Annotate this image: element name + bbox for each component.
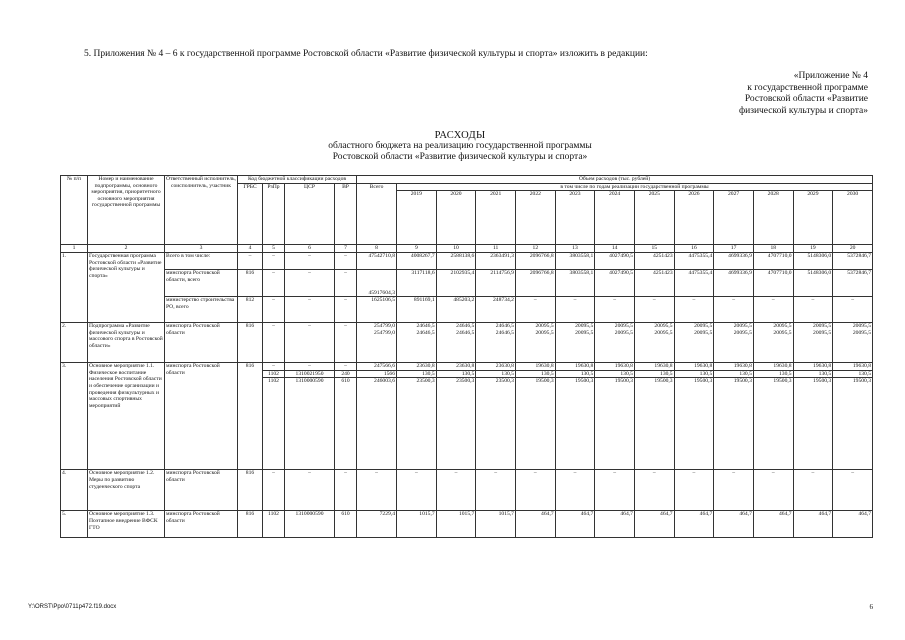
- csr-cell: –: [285, 253, 335, 270]
- value-cell: 3117118,6: [397, 270, 437, 297]
- row-executor: Всего в том числе:: [165, 253, 238, 270]
- column-index: 5: [263, 245, 285, 253]
- column-index: 4: [238, 245, 263, 253]
- csr-cell: –: [285, 297, 335, 323]
- column-index: 2: [88, 245, 165, 253]
- title-line: областного бюджета на реализацию государственной программы: [328, 141, 592, 151]
- appendix-line: «Приложение № 4: [793, 71, 868, 81]
- value-cell: 130,5: [714, 370, 754, 378]
- header-year: 2028: [753, 191, 793, 245]
- table-row: [61, 253, 873, 270]
- value-line: 20095,5: [654, 323, 673, 330]
- value-line: 20095,5: [733, 323, 752, 330]
- value-cell: –: [753, 297, 793, 323]
- value-cell: 2114756,9: [476, 270, 516, 297]
- csr-cell: –: [285, 270, 335, 297]
- value-cell: 5372846,7: [833, 253, 873, 270]
- table-row: [61, 297, 873, 323]
- value-cell: 464,7: [634, 511, 674, 538]
- value-line: 20095,5: [654, 329, 673, 336]
- value-line: 20095,5: [773, 329, 792, 336]
- column-index: 15: [634, 245, 674, 253]
- value-cell: 4251423: [634, 253, 674, 270]
- value-cell: 130,5: [436, 370, 476, 378]
- value-cell: 248734,2: [476, 297, 516, 323]
- appendix-line: Ростовской области «Развитие: [744, 94, 868, 104]
- total-cell: 7229,4: [357, 511, 397, 538]
- header-year: 2026: [674, 191, 714, 245]
- value-cell: 19630,8: [595, 363, 635, 371]
- value-cell: –: [793, 470, 833, 511]
- vr-cell: 240: [335, 370, 357, 378]
- value-cell: –: [674, 470, 714, 511]
- value-line: 20095,5: [694, 329, 713, 336]
- column-index: 20: [833, 245, 873, 253]
- grbs-cell: –: [238, 253, 263, 270]
- value-cell: 130,5: [634, 370, 674, 378]
- total-cell: 1625106,5: [357, 297, 397, 323]
- value-line: 24646,5: [495, 323, 514, 330]
- value-line: 20095,5: [575, 323, 594, 330]
- row-number: 2.: [61, 323, 88, 363]
- value-cell: 5148306,0: [793, 270, 833, 297]
- title-main: РАСХОДЫ: [434, 130, 486, 141]
- grbs-cell: 816: [238, 323, 263, 363]
- value-cell: 2096766,8: [515, 270, 555, 297]
- value-cell: 19500,3: [674, 378, 714, 470]
- value-cell: –: [833, 470, 873, 511]
- value-cell: 891169,1: [397, 297, 437, 323]
- rzpr-cell: –: [263, 470, 285, 511]
- appendix-line: к государственной программе: [747, 82, 868, 93]
- value-cell: –: [714, 297, 754, 323]
- header-by-year: в том числе по годам реализации государственной программы: [397, 183, 873, 191]
- header-year: 2029: [793, 191, 833, 245]
- row-name: Основное мероприятие 1.2. Меры по развитию студенческого спорта: [88, 470, 165, 511]
- header-grbs: ГРБС: [238, 183, 263, 245]
- value-cell: 4475355,4: [674, 253, 714, 270]
- value-cell: –: [595, 470, 635, 511]
- header-volume: Объем расходов (тыс. рублей): [357, 176, 873, 184]
- vr-cell: –: [335, 253, 357, 270]
- value-cell: –: [436, 470, 476, 511]
- header-name: Номер и наименование подпрограммы, основного мероприятия, приоритетного основного мероприятия государственной программы: [88, 176, 165, 245]
- value-cell: 19500,3: [753, 378, 793, 470]
- value-cell: 130,5: [555, 370, 595, 378]
- vr-cell: –: [335, 323, 357, 363]
- value-line: 20095,5: [535, 329, 554, 336]
- value-cell: 464,7: [753, 511, 793, 538]
- value-cell: 2096766,8: [515, 253, 555, 270]
- value-cell: 130,5: [595, 370, 635, 378]
- value-cell: 19500,3: [595, 378, 635, 470]
- value-cell: 464,7: [595, 511, 635, 538]
- value-cell: 4027490,5: [595, 270, 635, 297]
- value-cell: [397, 323, 437, 363]
- column-index: 12: [515, 245, 555, 253]
- value-line: 20095,5: [733, 329, 752, 336]
- row-name: Подпрограмма «Развитие физической культуры и массового спорта в Ростовской области»: [88, 323, 165, 363]
- value-cell: [436, 323, 476, 363]
- value-cell: 19500,3: [833, 378, 873, 470]
- value-cell: –: [634, 470, 674, 511]
- value-cell: –: [476, 470, 516, 511]
- intro-text: 5. Приложения № 4 – 6 к государственной программе Ростовской области «Развитие физической культуры и спорта» изложить в редакции:: [84, 49, 648, 59]
- value-line: 20095,5: [535, 323, 554, 330]
- column-index: 18: [753, 245, 793, 253]
- value-cell: [634, 323, 674, 363]
- value-cell: 19630,8: [753, 363, 793, 371]
- grbs-cell: 816: [238, 363, 263, 470]
- csr-cell: –: [285, 470, 335, 511]
- value-cell: 4475355,4: [674, 270, 714, 297]
- grbs-cell: 816: [238, 470, 263, 511]
- header-executor: Ответственный исполнитель, соисполнитель, участник: [165, 176, 238, 245]
- value-cell: [555, 323, 595, 363]
- column-index: 3: [165, 245, 238, 253]
- column-index: 8: [357, 245, 397, 253]
- value-cell: 19630,8: [793, 363, 833, 371]
- value-cell: 19630,8: [515, 363, 555, 371]
- value-cell: 2102935,4: [436, 270, 476, 297]
- header-year: 2021: [476, 191, 516, 245]
- value-cell: [833, 323, 873, 363]
- header-year: 2030: [833, 191, 873, 245]
- total-line: 254799,0: [374, 323, 396, 330]
- csr-cell: 1310000590: [285, 511, 335, 538]
- value-cell: –: [714, 470, 754, 511]
- value-line: 20095,5: [773, 323, 792, 330]
- csr-cell: 1310000590: [285, 378, 335, 470]
- value-cell: [793, 323, 833, 363]
- total-cell: 1566: [357, 370, 397, 378]
- value-line: 20095,5: [614, 323, 633, 330]
- table-row: [61, 270, 873, 297]
- rzpr-cell: 1102: [263, 511, 285, 538]
- total-cell: –: [357, 470, 397, 511]
- value-cell: –: [793, 297, 833, 323]
- column-index: 11: [476, 245, 516, 253]
- appendix-heading: [680, 71, 868, 117]
- value-cell: 19630,8: [555, 363, 595, 371]
- table-row: [61, 511, 873, 538]
- appendix-line: физической культуры и спорта»: [738, 105, 868, 116]
- value-line: 24646,5: [456, 329, 475, 336]
- value-cell: 1015,7: [476, 511, 516, 538]
- header-csr: ЦСР: [285, 183, 335, 245]
- value-cell: 464,7: [714, 511, 754, 538]
- value-cell: 130,5: [674, 370, 714, 378]
- value-line: 20095,5: [813, 329, 832, 336]
- value-cell: 464,7: [515, 511, 555, 538]
- header-no: № п/п: [61, 176, 88, 245]
- vr-cell: 610: [335, 378, 357, 470]
- value-line: 24646,5: [416, 329, 435, 336]
- value-cell: –: [515, 297, 555, 323]
- value-cell: –: [753, 470, 793, 511]
- row-executor: министерство строительства РО, всего: [165, 297, 238, 323]
- column-index: 17: [714, 245, 754, 253]
- vr-cell: –: [335, 270, 357, 297]
- rzpr-cell: –: [263, 297, 285, 323]
- value-cell: 130,5: [793, 370, 833, 378]
- column-index: 16: [674, 245, 714, 253]
- row-executor: минспорта Ростовской области: [165, 511, 238, 538]
- total-cell: 247566,6: [357, 363, 397, 371]
- value-cell: 5372846,7: [833, 270, 873, 297]
- value-cell: 4707710,0: [753, 270, 793, 297]
- value-cell: 4251423: [634, 270, 674, 297]
- value-cell: 23500,3: [436, 378, 476, 470]
- document-title: [250, 130, 670, 163]
- value-cell: 23500,3: [476, 378, 516, 470]
- value-cell: [476, 323, 516, 363]
- table-row: [61, 470, 873, 511]
- value-cell: 1015,7: [397, 511, 437, 538]
- column-index: 13: [555, 245, 595, 253]
- header-year: 2025: [634, 191, 674, 245]
- row-executor: минспорта Ростовской области: [165, 323, 238, 363]
- column-index: 19: [793, 245, 833, 253]
- header-year: 2027: [714, 191, 754, 245]
- value-cell: 130,5: [397, 370, 437, 378]
- header-year: 2023: [555, 191, 595, 245]
- header-budget-code: Код бюджетной классификации расходов: [238, 176, 357, 184]
- value-cell: 23500,3: [397, 378, 437, 470]
- value-cell: 4707710,0: [753, 253, 793, 270]
- grbs-cell: 816: [238, 270, 263, 297]
- value-line: 20095,5: [852, 329, 872, 336]
- value-cell: 130,5: [833, 370, 873, 378]
- value-cell: 23630,8: [397, 363, 437, 371]
- rzpr-cell: –: [263, 363, 285, 371]
- row-executor: минспорта Ростовской области, всего: [165, 270, 238, 297]
- row-name: Государственная программа Ростовской области «Развитие физической культуры и спорта»: [88, 253, 165, 323]
- value-cell: 4008267,7: [397, 253, 437, 270]
- header-rzpr: РзПр: [263, 183, 285, 245]
- total-cell: 47542710,8: [357, 253, 397, 270]
- value-cell: [674, 323, 714, 363]
- value-cell: –: [595, 297, 635, 323]
- header-year: 2024: [595, 191, 635, 245]
- value-cell: 464,7: [833, 511, 873, 538]
- grbs-cell: 812: [238, 297, 263, 323]
- header-vr: ВР: [335, 183, 357, 245]
- value-cell: –: [555, 470, 595, 511]
- column-index: 6: [285, 245, 335, 253]
- value-line: 20095,5: [694, 323, 713, 330]
- grbs-cell: 816: [238, 511, 263, 538]
- value-cell: –: [515, 470, 555, 511]
- value-cell: 19500,3: [793, 378, 833, 470]
- rzpr-cell: 1102: [263, 370, 285, 378]
- value-cell: 464,7: [555, 511, 595, 538]
- column-index: 9: [397, 245, 437, 253]
- rzpr-cell: –: [263, 323, 285, 363]
- header-year: 2019: [397, 191, 437, 245]
- rzpr-cell: 1102: [263, 378, 285, 470]
- value-cell: 19500,3: [714, 378, 754, 470]
- value-cell: [595, 323, 635, 363]
- csr-cell: 1310021950: [285, 370, 335, 378]
- value-cell: 19630,8: [714, 363, 754, 371]
- value-cell: 464,7: [793, 511, 833, 538]
- value-cell: 464,7: [674, 511, 714, 538]
- value-cell: –: [555, 297, 595, 323]
- value-cell: 130,5: [515, 370, 555, 378]
- value-cell: 5148306,0: [793, 253, 833, 270]
- value-cell: –: [833, 297, 873, 323]
- csr-cell: –: [285, 323, 335, 363]
- column-index: 10: [436, 245, 476, 253]
- total-cell: 246003,6: [357, 378, 397, 470]
- value-cell: 19630,8: [634, 363, 674, 371]
- value-line: 20095,5: [852, 323, 872, 330]
- value-line: 20095,5: [614, 329, 633, 336]
- value-cell: 1015,7: [436, 511, 476, 538]
- vr-cell: –: [335, 297, 357, 323]
- value-cell: [753, 323, 793, 363]
- value-cell: 2363491,3: [476, 253, 516, 270]
- value-cell: 23630,8: [476, 363, 516, 371]
- row-executor: минспорта Ростовской области: [165, 363, 238, 470]
- total-cell: [357, 323, 397, 363]
- value-cell: [714, 323, 754, 363]
- value-cell: 485203,2: [436, 297, 476, 323]
- value-cell: 130,5: [753, 370, 793, 378]
- value-cell: –: [397, 470, 437, 511]
- value-cell: 19500,3: [515, 378, 555, 470]
- row-executor: минспорта Ростовской области: [165, 470, 238, 511]
- title-line: Ростовской области «Развитие физической культуры и спорта»: [332, 152, 588, 162]
- value-cell: –: [674, 297, 714, 323]
- row-number: 4.: [61, 470, 88, 511]
- page-number: 6: [869, 603, 873, 611]
- row-number: 3.: [61, 363, 88, 470]
- row-name: Основное мероприятие 1.3. Поэтапное внедрение ВФСК ГТО: [88, 511, 165, 538]
- vr-cell: –: [335, 470, 357, 511]
- csr-cell: –: [285, 363, 335, 371]
- column-index: 14: [595, 245, 635, 253]
- expenses-table: [60, 175, 873, 538]
- value-cell: 19630,8: [674, 363, 714, 371]
- value-line: 20095,5: [575, 329, 594, 336]
- value-cell: 23630,8: [436, 363, 476, 371]
- header-year: 2020: [436, 191, 476, 245]
- value-line: 24646,5: [495, 329, 514, 336]
- total-cell: 45917604,3: [357, 270, 397, 297]
- value-cell: 3803558,1: [555, 253, 595, 270]
- vr-cell: 610: [335, 511, 357, 538]
- total-line: 254799,0: [374, 329, 396, 336]
- value-line: 20095,5: [813, 323, 832, 330]
- rzpr-cell: –: [263, 270, 285, 297]
- table-row: [61, 323, 873, 363]
- value-cell: 130,5: [476, 370, 516, 378]
- value-cell: –: [634, 297, 674, 323]
- value-cell: 19500,3: [555, 378, 595, 470]
- vr-cell: –: [335, 363, 357, 371]
- value-cell: 3803558,1: [555, 270, 595, 297]
- column-index: 7: [335, 245, 357, 253]
- value-cell: 4699336,9: [714, 270, 754, 297]
- column-index: 1: [61, 245, 88, 253]
- value-cell: 4699336,9: [714, 253, 754, 270]
- value-line: 24646,5: [416, 323, 435, 330]
- row-name: Основное мероприятие 1.1. Физическое воспитание населения Ростовской области и обеспечение организации и проведения физкультурных и массовых спортивных мероприятий: [88, 363, 165, 470]
- row-number: 1.: [61, 253, 88, 323]
- header-year: 2022: [515, 191, 555, 245]
- header-total: Всего: [357, 183, 397, 245]
- table-row: [61, 363, 873, 371]
- value-cell: 2588138,6: [436, 253, 476, 270]
- value-cell: 19500,3: [634, 378, 674, 470]
- value-cell: [515, 323, 555, 363]
- footer-file-path: Y:\ORST\Ppo\0711p472.f19.docx: [28, 604, 117, 610]
- value-line: 24646,5: [456, 323, 475, 330]
- rzpr-cell: –: [263, 253, 285, 270]
- value-cell: 19630,8: [833, 363, 873, 371]
- value-cell: 4027490,5: [595, 253, 635, 270]
- row-number: 5.: [61, 511, 88, 538]
